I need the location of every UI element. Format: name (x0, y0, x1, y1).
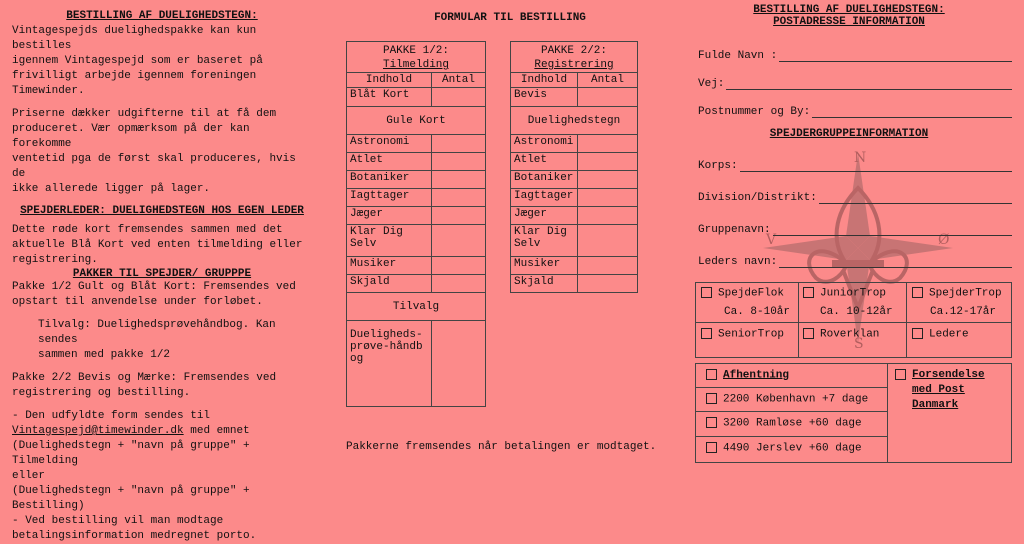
checkbox[interactable] (701, 328, 712, 339)
checkbox[interactable] (706, 369, 717, 380)
pack2-title: PAKKE 2/2: (511, 42, 638, 59)
qty-cell[interactable] (432, 135, 486, 153)
pack1-item: Botaniker (347, 171, 432, 189)
pack2-item: Musiker (511, 257, 578, 275)
group-rover: Roverklan (803, 328, 879, 340)
pack1-subtitle: Tilmelding (347, 58, 486, 73)
address-column (698, 4, 1012, 268)
leader-text: Dette røde kort fremsendes sammen med det aktuelle Blå Kort ved enten tilmelding eller registrering. (12, 224, 303, 266)
qty-cell[interactable] (432, 153, 486, 171)
corps-field[interactable]: Korps: (698, 144, 1012, 172)
qty-cell[interactable] (578, 135, 638, 153)
checkbox[interactable] (895, 369, 906, 380)
option-text: Tilvalg: Duelighedsprøvehåndbog. Kan sendes sammen med pakke 1/2 (38, 319, 276, 361)
pack1-option-item: Dueligheds-prøve-håndbog (347, 321, 432, 407)
pack1-yellow-header: Gule Kort (347, 107, 486, 135)
pack2-table (510, 41, 638, 293)
pack2-item: Botaniker (511, 171, 578, 189)
checkbox[interactable] (706, 417, 717, 428)
pack2-item: Klar Dig Selv (511, 225, 578, 257)
pickup-ramlose: 3200 Ramløse +60 dage (706, 417, 862, 429)
qty-cell[interactable] (432, 189, 486, 207)
checkbox[interactable] (912, 328, 923, 339)
address-title-1: BESTILLING AF DUELIGHEDSTEGN: (753, 4, 945, 16)
group-spejder: SpejderTrop (912, 287, 1002, 299)
pack1-item: Skjald (347, 275, 432, 293)
compass-v-label: V (766, 232, 777, 248)
pack2-certificate: Bevis (511, 88, 578, 107)
ship-option: Forsendelse med Post Danmark (895, 368, 985, 413)
pack1-item: Jæger (347, 207, 432, 225)
flok-age: Ca. 8-10år (724, 306, 791, 318)
info-title: BESTILLING AF DUELIGHEDSTEGN: (66, 10, 258, 22)
qty-cell[interactable] (432, 225, 486, 257)
pack1-option-header: Tilvalg (347, 293, 486, 321)
group-leaders: Ledere (912, 328, 969, 340)
checkbox[interactable] (803, 328, 814, 339)
pack2-item: Jæger (511, 207, 578, 225)
pack2-text: Pakke 2/2 Bevis og Mærke: Fremsendes ved registrering og bestilling. (12, 372, 277, 399)
compass-n-label: N (854, 150, 867, 166)
packs-title: PAKKER TIL SPEJDER/ GRUPPPE (72, 268, 252, 280)
pack2-item: Iagttager (511, 189, 578, 207)
qty-cell[interactable] (578, 207, 638, 225)
group-flok: SpejdeFlok (701, 287, 784, 299)
pack1-title: PAKKE 1/2: (347, 42, 486, 59)
pack1-col-content: Indhold (347, 73, 432, 88)
qty-cell[interactable] (578, 189, 638, 207)
payment-note: Pakkerne fremsendes når betalingen er modtaget. (346, 441, 657, 453)
street-field[interactable]: Vej: (698, 62, 1012, 90)
leader-title: SPEJDERLEDER: DUELIGHEDSTEGN HOS EGEN LEDER (20, 205, 304, 217)
group-name-field[interactable]: Gruppenavn: (698, 204, 1012, 236)
qty-cell[interactable] (432, 88, 486, 107)
checkbox[interactable] (912, 287, 923, 298)
name-field[interactable]: Fulde Navn : (698, 34, 1012, 62)
form-title: FORMULAR TIL BESTILLING (434, 12, 586, 24)
checkbox[interactable] (803, 287, 814, 298)
junior-age: Ca. 10-12år (820, 306, 893, 318)
qty-cell[interactable] (578, 171, 638, 189)
qty-cell[interactable] (578, 257, 638, 275)
spejder-age: Ca.12-17år (930, 306, 997, 318)
qty-cell[interactable] (432, 275, 486, 293)
pack1-item: Atlet (347, 153, 432, 171)
qty-cell[interactable] (578, 88, 638, 107)
pack2-item: Atlet (511, 153, 578, 171)
division-field[interactable]: Division/Distrikt: (698, 172, 1012, 204)
pack1-item: Astronomi (347, 135, 432, 153)
pickup-copenhagen: 2200 København +7 dage (706, 393, 868, 405)
costs-text: Priserne dækker udgifterne til at få dem produceret. Vær opmærksom på der kan forekomme ventetid pga de først skal produceres, hvis de ikke allerede ligger på lager. (12, 108, 296, 195)
info-column (12, 10, 312, 544)
address-title-2: POSTADRESSE INFORMATION (773, 16, 925, 28)
intro-text: Vintagespejds duelighedspakke kan kun bestilles igennem Vintagespejd som er baseret på frivilligt arbejde igennem foreningen Timewinder. (12, 25, 263, 97)
email-link[interactable]: Vintagespejd@timewinder.dk (12, 425, 184, 437)
pack2-item: Astronomi (511, 135, 578, 153)
pickup-option: Afhentning (706, 369, 789, 381)
pack1-text: Pakke 1/2 Gult og Blåt Kort: Fremsendes ved opstart til anvendelse under forløbet. (12, 281, 296, 308)
pack2-subtitle: Registrering (511, 58, 638, 73)
qty-cell[interactable] (578, 275, 638, 293)
checkbox[interactable] (701, 287, 712, 298)
qty-cell[interactable] (432, 171, 486, 189)
compass-o-label: Ø (938, 232, 950, 248)
pack1-table (346, 41, 486, 407)
pack1-item: Musiker (347, 257, 432, 275)
group-junior: JuniorTrop (803, 287, 886, 299)
pack2-badge-header: Duelighedstegn (511, 107, 638, 135)
leader-name-field[interactable]: Leders navn: (698, 236, 1012, 268)
qty-cell[interactable] (432, 257, 486, 275)
checkbox[interactable] (706, 442, 717, 453)
pack1-blue-card: Blåt Kort (347, 88, 432, 107)
qty-cell[interactable] (432, 321, 486, 407)
pack2-col-content: Indhold (511, 73, 578, 88)
zip-city-field[interactable]: Postnummer og By: (698, 90, 1012, 118)
pack2-col-qty: Antal (578, 73, 638, 88)
send-text: - Den udfyldte form sendes til Vintagespejd@timewinder.dk med emnet (Duelighedstegn + "navn på gruppe" + Tilmelding eller (Duelighedstegn + "navn på gruppe" + Bestilling) - Ved bestilling vil man modtage betalingsinformation medregnet porto. (12, 410, 257, 542)
pack1-item: Iagttager (347, 189, 432, 207)
pack2-item: Skjald (511, 275, 578, 293)
pickup-jerslev: 4490 Jerslev +60 dage (706, 442, 862, 454)
compass-s-label: S (854, 336, 864, 348)
qty-cell[interactable] (578, 153, 638, 171)
pack1-col-qty: Antal (432, 73, 486, 88)
group-senior: SeniorTrop (701, 328, 784, 340)
qty-cell[interactable] (578, 225, 638, 257)
qty-cell[interactable] (432, 207, 486, 225)
group-info-title: SPEJDERGRUPPEINFORMATION (769, 128, 929, 140)
pack1-item: Klar Dig Selv (347, 225, 432, 257)
checkbox[interactable] (706, 393, 717, 404)
